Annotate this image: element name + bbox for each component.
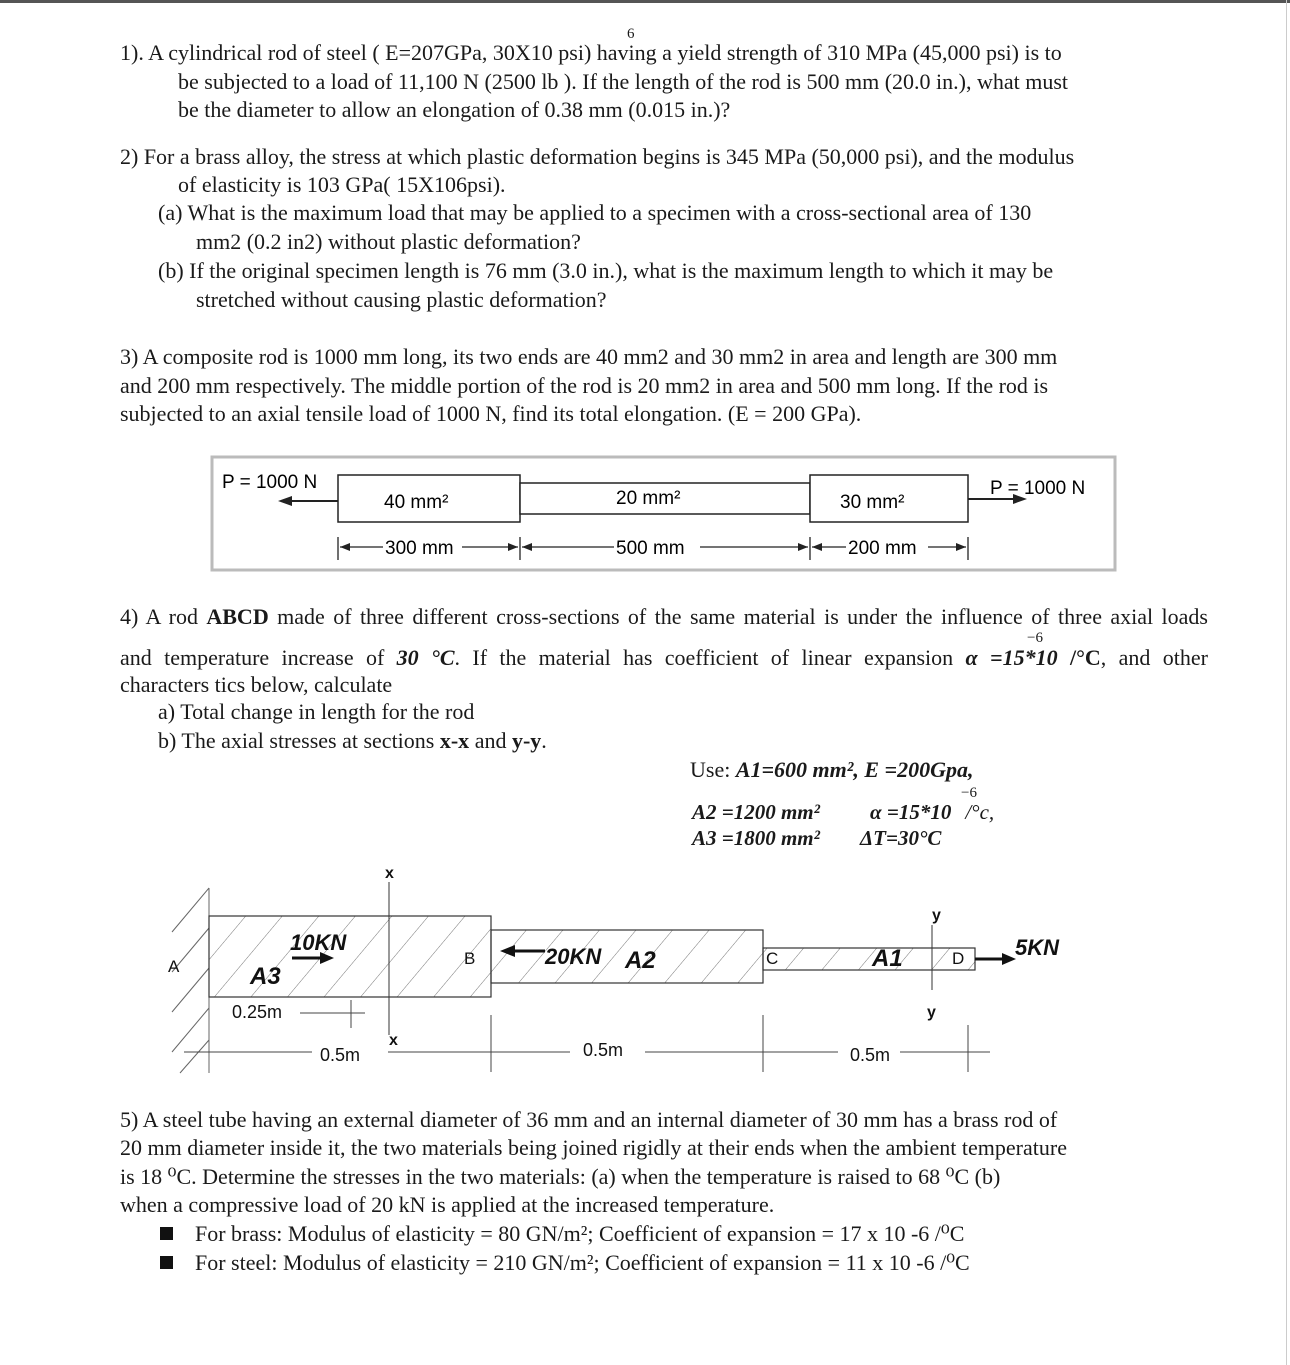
unit: /°C: [1057, 645, 1101, 670]
use-line-1: [690, 756, 973, 784]
len1-label: 300 mm: [385, 538, 454, 559]
temperature: 30 °C: [396, 645, 455, 670]
section-x-bottom-label: x: [389, 1032, 398, 1049]
alpha: α =15*10: [965, 645, 1058, 670]
a1-label: A1: [872, 945, 903, 972]
use-label: Use:: [690, 757, 736, 782]
bullet-icon: [160, 1256, 173, 1269]
rod-abcd-figure: [0, 860, 1290, 1090]
text: b) The axial stresses at sections: [158, 728, 440, 753]
p1-exponent: 6: [627, 26, 635, 42]
section-a1: [763, 948, 975, 970]
p5-line: 20 mm diameter inside it, the two materials being joined rigidly at their ends when the ambient temperature: [120, 1135, 1067, 1160]
p5-bullet-brass: [160, 1220, 964, 1248]
p4-line: [120, 603, 1208, 631]
p5-line: when a compressive load of 20 kN is applied at the increased temperature.: [120, 1192, 775, 1217]
point-a-label: A: [168, 957, 180, 976]
alpha-unit: /°c,: [965, 800, 995, 824]
text: , and other: [1100, 645, 1208, 670]
p5-line: 5) A steel tube having an external diameter of 36 mm and an internal diameter of 30 mm has a brass rod of: [120, 1107, 1058, 1132]
p2-line: stretched without causing plastic deformation?: [196, 287, 607, 312]
use-delta-t: [860, 824, 941, 852]
text: 4) A rod: [120, 604, 207, 629]
p3-line: and 200 mm respectively. The middle portion of the rod is 20 mm2 in area and 500 mm long. If the rod is: [120, 373, 1049, 398]
load-5kn-label: 5KN: [1015, 935, 1060, 960]
section-y: y-y: [511, 728, 542, 753]
p5-bullet-steel: [160, 1249, 970, 1277]
a3-label: A3: [250, 963, 281, 990]
section-y-top-label: y: [932, 907, 941, 924]
fixed-wall: [172, 888, 209, 1073]
use-alpha: [870, 798, 994, 826]
p5-line: is 18 ⁰C. Determine the stresses in the two materials: (a) when the temperature is raised to 68 ⁰C (b): [120, 1164, 1001, 1189]
bullet-icon: [160, 1227, 173, 1240]
p4-exponent: −6: [1027, 630, 1043, 646]
text: and temperature increase of: [120, 645, 397, 670]
right-load-label: P = 1000 N: [990, 478, 1086, 499]
p1-line: be the diameter to allow an elongation of 0.38 mm (0.015 in.)?: [178, 97, 731, 122]
alpha-value: α =15*10: [870, 800, 952, 824]
bullet-text: For brass: Modulus of elasticity = 80 GN/m²; Coefficient of expansion = 17 x 10 -6 /⁰C: [195, 1221, 965, 1246]
p2-question-b: (b) If the original specimen length is 76 mm (3.0 in.), what is the maximum length to which it may be: [158, 258, 1054, 283]
composite-rod-figure: [0, 0, 1290, 600]
left-load-label: P = 1000 N: [222, 472, 318, 493]
len2-label: 500 mm: [616, 538, 685, 559]
text: . If the material has coefficient of linear expansion: [454, 645, 966, 670]
p4-line: [120, 644, 1208, 672]
delta-t-value: ΔT=30°C: [860, 826, 942, 850]
load-20kn-label: 20KN: [545, 944, 602, 969]
use-exponent: −6: [961, 785, 977, 801]
point-b-label: B: [464, 949, 476, 968]
section-x: x-x: [439, 728, 470, 753]
section-x-top-label: x: [385, 865, 394, 882]
area2-label: 20 mm²: [616, 488, 681, 509]
dim-cd-label: 0.5m: [850, 1045, 891, 1065]
point-c-label: C: [766, 949, 779, 968]
len3-label: 200 mm: [848, 538, 917, 559]
p3-line: 3) A composite rod is 1000 mm long, its two ends are 40 mm2 and 30 mm2 in area and length are 300 mm: [120, 344, 1058, 369]
p4-line: characters tics below, calculate: [120, 672, 393, 697]
area1-label: 40 mm²: [384, 492, 449, 513]
bullet-text: For steel: Modulus of elasticity = 210 GN/m²; Coefficient of expansion = 11 x 10 -6 /⁰C: [195, 1250, 970, 1275]
point-d-label: D: [952, 949, 965, 968]
p1-line: 1). A cylindrical rod of steel ( E=207GPa, 30X10 psi) having a yield strength of 310 MPa (45,000 psi) is to: [120, 40, 1062, 65]
dim-bc-label: 0.5m: [583, 1040, 624, 1060]
p2-line: 2) For a brass alloy, the stress at which plastic deformation begins is 345 MPa (50,000 psi), and the modulus: [120, 144, 1075, 169]
p2-question-a: (a) What is the maximum load that may be applied to a specimen with a cross-sectional area of 130: [158, 200, 1032, 225]
dim-025m-label: 0.25m: [232, 1002, 283, 1022]
use-values: A1=600 mm², E =200Gpa,: [735, 757, 974, 782]
p2-line: of elasticity is 103 GPa( 15X106psi).: [178, 172, 506, 197]
p3-line: subjected to an axial tensile load of 1000 N, find its total elongation. (E = 200 GPa).: [120, 401, 862, 426]
a2-value: A2 =1200 mm²: [692, 800, 820, 824]
rod-name: ABCD: [206, 604, 269, 629]
section-y-bottom-label: y: [927, 1004, 936, 1021]
p4-question-b: [158, 727, 547, 755]
a3-value: A3 =1800 mm²: [692, 826, 820, 850]
p1-line: be subjected to a load of 11,100 N (2500 lb ). If the length of the rod is 500 mm (20.0 in.), what must: [178, 69, 1069, 94]
text: .: [541, 728, 547, 753]
load-10kn-label: 10KN: [290, 930, 347, 955]
a2-label: A2: [625, 947, 656, 974]
dim-ab-label: 0.5m: [320, 1045, 361, 1065]
p4-question-a: a) Total change in length for the rod: [158, 699, 475, 724]
text: and: [469, 728, 512, 753]
area3-label: 30 mm²: [840, 492, 905, 513]
use-line-2: [692, 798, 820, 826]
use-line-3: [692, 824, 820, 852]
p2-line: mm2 (0.2 in2) without plastic deformation?: [196, 229, 581, 254]
text: made of three different cross-sections of the same material is under the influence of three axial loads: [268, 604, 1208, 629]
